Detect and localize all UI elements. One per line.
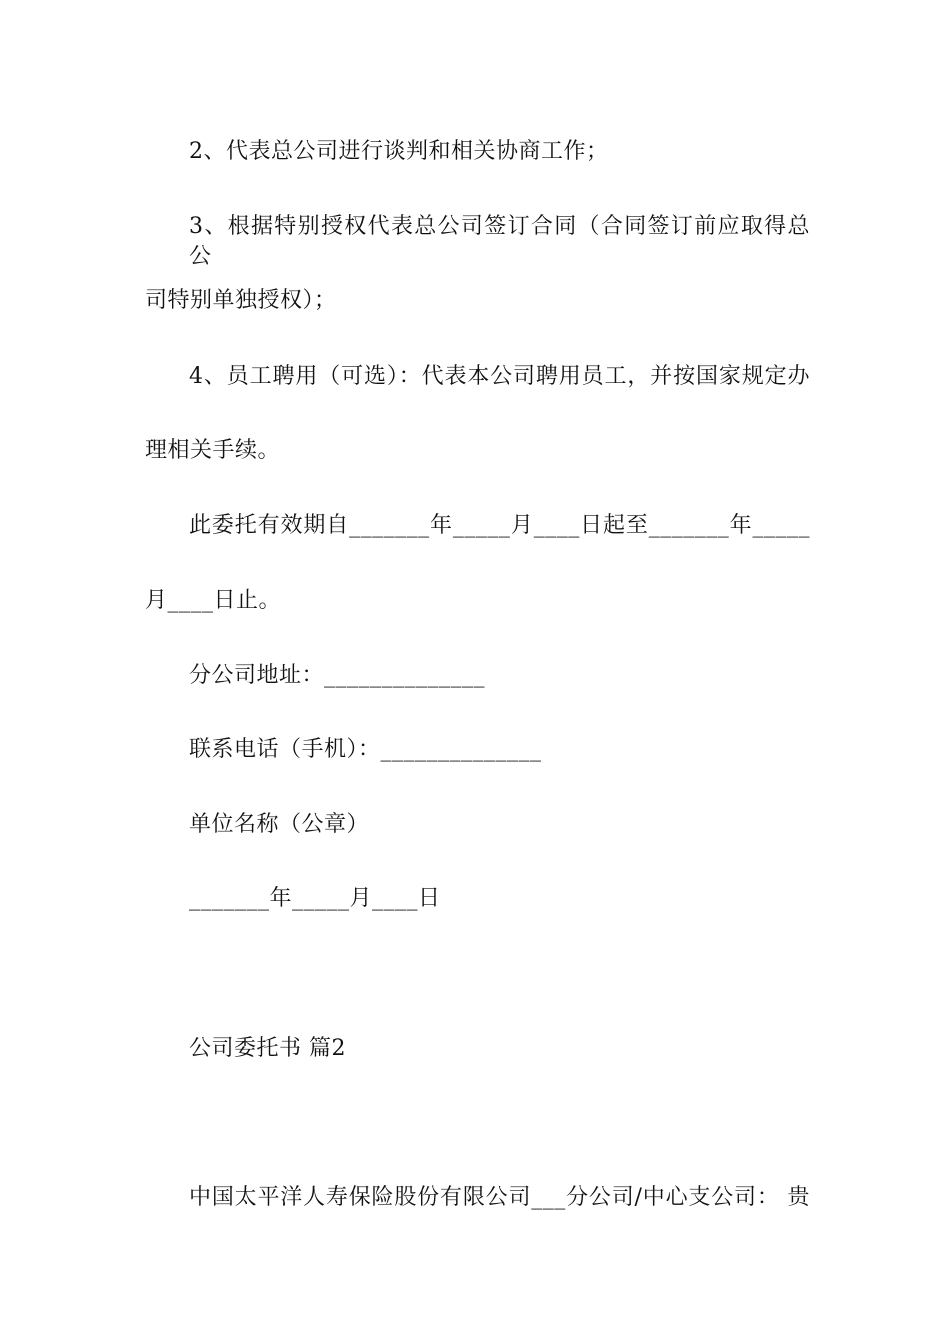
- paragraph-item-3-line-1: 3、根据特别授权代表总公司签订合同（合同签订前应取得总公: [189, 214, 810, 269]
- contact-phone-field: 联系电话（手机）：______________: [189, 737, 542, 762]
- validity-period-line-1: 此委托有效期自_______年_____月____日起至_______年_____: [189, 513, 810, 538]
- paragraph-item-3-line-2: 司特别单独授权）；: [145, 288, 337, 313]
- signature-date-line: _______年_____月____日: [189, 886, 441, 911]
- company-seal-label: 单位名称（公章）: [189, 812, 370, 837]
- addressee-line: 中国太平洋人寿保险股份有限公司___分公司/中心支公司： 贵: [189, 1185, 810, 1210]
- paragraph-item-2: 2、代表总公司进行谈判和相关协商工作；: [189, 139, 609, 164]
- section-heading: 公司委托书 篇2: [189, 1036, 346, 1061]
- paragraph-item-4-line-1: 4、员工聘用（可选）：代表本公司聘用员工，并按国家规定办: [189, 364, 810, 389]
- paragraph-item-4-line-2: 理相关手续。: [145, 438, 281, 463]
- branch-address-field: 分公司地址：______________: [189, 663, 486, 688]
- validity-period-line-2: 月____日止。: [145, 588, 282, 613]
